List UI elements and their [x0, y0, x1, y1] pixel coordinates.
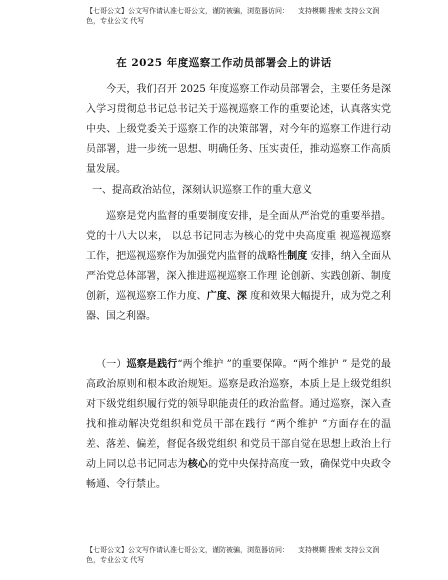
subsection-number: （一） — [96, 359, 127, 370]
subsection-text-a: “两个维护 ”的重要保障。“两个维护 ” 是党的最高政治原则和根本政治规矩。巡察是政治巡察，本质上是上级党组织对下级党组织履行党的领导职能责任的政治监督。通过巡察，深入查找和推动解决党组织和党员干部在践行 “两个维护 ”方面存在的温差、落差、偏差，督促各级党组织 和党员干部自觉在思想上政治上行动上同以总书记同志为 — [86, 359, 391, 470]
paragraph-section-1-bold-b: 广度、深 — [206, 291, 247, 302]
document-title: 在 2025 年度巡察工作动员部署会上的讲话 — [116, 57, 332, 69]
paragraph-section-1-text-a: 巡察是党内监督的重要制度安排，是全面从严治党的重要举措。党的十八大以来， 以总书记同志为核心的党中央高度重 视巡视巡察工作，把巡视巡察作为加强党内监督的战略性 — [86, 211, 391, 262]
subsection-text-b: 的党中央保持高度一致，确保党中央政令畅通、令行禁止。 — [86, 459, 392, 490]
paragraph-section-1-bold-a: 制度 — [287, 251, 308, 262]
paragraph-subsection-1 — [86, 355, 391, 495]
paragraph-intro-text: 今天，我们召开 2025 年度巡察工作动员部署会，主要任务是深入学习贯彻总书记总书记关于巡视巡察工作的重要论述，认真落实党中央、上级党委关于巡察工作的决策部署，对今年的巡察工作进行动员部署，进一步统一思想、明确任务、压实责任，推动巡察工作高质量发展。 — [86, 84, 391, 175]
subsection-bold: 核心 — [187, 459, 209, 470]
paragraph-section-1 — [86, 207, 391, 327]
paragraph-section-1-text-c: 度和效果大幅提升，成为党之利器、国之利器。 — [86, 291, 392, 322]
paragraph-intro — [86, 80, 391, 180]
page-footer-banner: 【七哥公文】公文写作请认准七哥公文，谨防被骗，浏览器访问： 支持模糊 搜索 支持公文润色，专业公文 代写 — [86, 546, 380, 564]
subsection-lead: 巡察是践行 — [126, 359, 178, 370]
paragraph-section-1-text-b: 安排，纳入全面从严治党总体部署，深入推进巡视巡察工作理 论创新、实践创新、制度创新，巡视巡察工作力度、 — [86, 251, 392, 302]
page-header-banner: 【七哥公文】公文写作请认准七哥公文，谨防被骗，浏览器访问： 支持模糊 搜索 支持公文润色，专业公文 代写 — [86, 7, 380, 25]
section-heading-1: 一、提高政治站位，深刻认识巡察工作的重大意义 — [92, 185, 312, 196]
